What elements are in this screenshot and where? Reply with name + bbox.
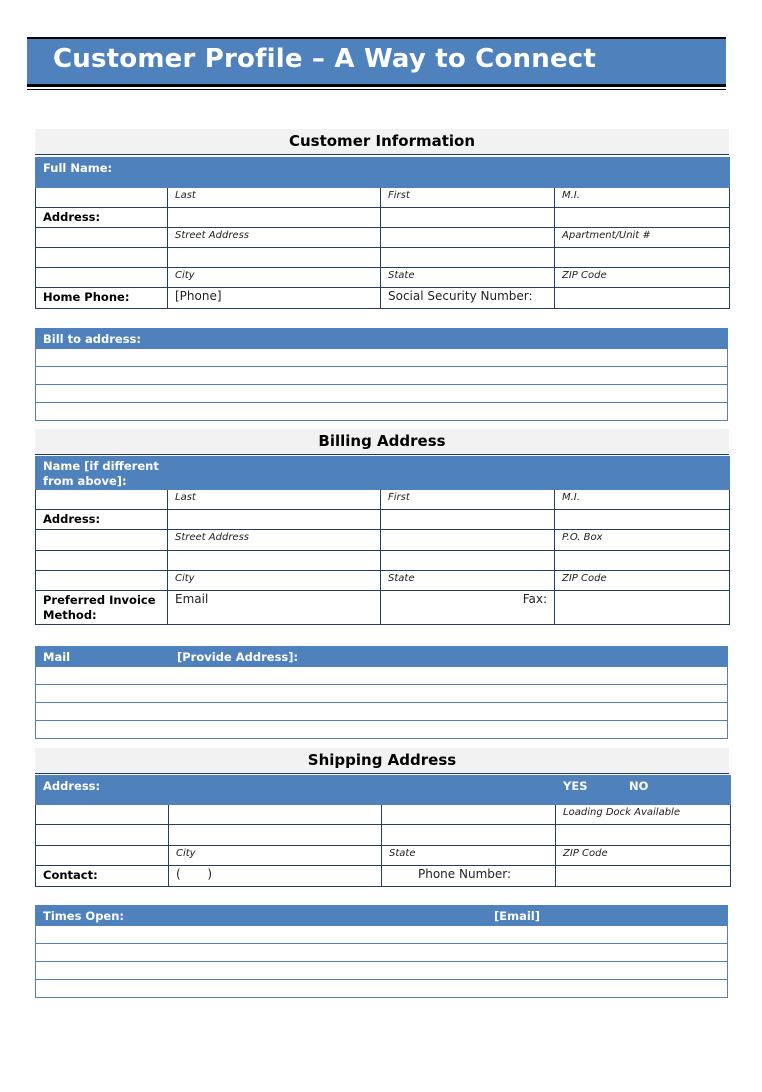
mail-label: Mail xyxy=(43,649,71,664)
middle-initial-field[interactable]: M.I. xyxy=(555,188,730,208)
billing-address-title: Billing Address xyxy=(318,432,446,450)
no-option[interactable]: NO xyxy=(629,779,649,793)
billing-state-field[interactable]: State xyxy=(381,571,555,591)
times-open-table xyxy=(35,905,728,998)
loading-dock-available-field[interactable]: Loading Dock Available xyxy=(556,805,731,825)
billing-middle-initial-field[interactable]: M.I. xyxy=(555,490,730,510)
street-address-field-2[interactable] xyxy=(381,228,555,248)
address-line-2-field[interactable] xyxy=(168,248,381,268)
bill-to-address-table xyxy=(35,328,728,421)
invoice-email-option[interactable]: Email xyxy=(168,591,381,625)
document-title-bar xyxy=(27,37,726,87)
mail-line-2[interactable] xyxy=(36,685,728,703)
address-line-1-field[interactable] xyxy=(168,208,381,228)
times-open-line-1[interactable] xyxy=(36,926,728,944)
address-label: Address: xyxy=(36,208,168,228)
billing-street-address-field[interactable]: Street Address xyxy=(168,530,381,551)
billing-address-line-1-field-3[interactable] xyxy=(555,510,730,530)
times-open-line-4[interactable] xyxy=(36,980,728,998)
phone-number-label: Phone Number: xyxy=(382,866,556,887)
ssn-field[interactable] xyxy=(555,288,730,309)
yes-option[interactable]: YES xyxy=(563,779,588,793)
mail-line-4[interactable] xyxy=(36,721,728,739)
shipping-zip-code-field[interactable]: ZIP Code xyxy=(556,846,731,866)
shipping-address-title: Shipping Address xyxy=(307,751,457,769)
billing-name-label: Name [if different from above]: xyxy=(36,457,730,490)
customer-information-title: Customer Information xyxy=(288,132,476,150)
home-phone-label: Home Phone: xyxy=(36,288,168,309)
full-name-label: Full Name: xyxy=(36,158,730,188)
times-open-email: [Email] xyxy=(494,908,540,923)
home-phone-field[interactable]: [Phone] xyxy=(168,288,381,309)
shipping-address-line-2-label-cell xyxy=(36,825,169,846)
provide-address-label: [Provide Address]: xyxy=(177,649,299,664)
preferred-invoice-method-label: Preferred Invoice Method: xyxy=(36,591,168,625)
billing-address-label: Address: xyxy=(36,510,168,530)
shipping-address-line-2-field-2[interactable] xyxy=(382,825,556,846)
mail-header xyxy=(36,647,728,667)
address-line-2-field-3[interactable] xyxy=(555,248,730,268)
city-spacer xyxy=(36,268,168,288)
ssn-label: Social Security Number: xyxy=(381,288,555,309)
phone-number-field[interactable] xyxy=(556,866,731,887)
billing-last-name-field[interactable]: Last xyxy=(168,490,381,510)
billing-address-line-1-field-2[interactable] xyxy=(381,510,555,530)
billing-first-name-field[interactable]: First xyxy=(381,490,555,510)
bill-to-line-4[interactable] xyxy=(36,403,728,421)
shipping-address-line-1-field[interactable] xyxy=(169,805,382,825)
address-line-1-field-2[interactable] xyxy=(381,208,555,228)
shipping-address-line-1-label-cell xyxy=(36,805,169,825)
shipping-city-spacer xyxy=(36,846,169,866)
billing-city-field[interactable]: City xyxy=(168,571,381,591)
invoice-fax-label: Fax: xyxy=(381,591,555,625)
shipping-city-field[interactable]: City xyxy=(169,846,382,866)
times-open-label: Times Open: xyxy=(43,908,125,923)
billing-address-spacer-2 xyxy=(36,551,168,571)
times-open-header xyxy=(36,906,728,926)
billing-address-table xyxy=(35,456,730,625)
billing-address-band xyxy=(35,429,729,455)
shipping-address-line-2-field[interactable] xyxy=(169,825,382,846)
contact-phone-area-code-field[interactable]: ( ) xyxy=(169,866,382,887)
billing-address-line-2-field[interactable] xyxy=(168,551,381,571)
times-open-line-3[interactable] xyxy=(36,962,728,980)
shipping-address-table xyxy=(35,775,731,887)
billing-address-line-1-field[interactable] xyxy=(168,510,381,530)
document-title: Customer Profile – A Way to Connect xyxy=(53,44,597,74)
contact-label: Contact: xyxy=(36,866,169,887)
address-line-2-field-2[interactable] xyxy=(381,248,555,268)
bill-to-line-1[interactable] xyxy=(36,349,728,367)
zip-code-field[interactable]: ZIP Code xyxy=(555,268,730,288)
loading-dock-yes-no xyxy=(556,776,731,805)
billing-po-box-field[interactable]: P.O. Box xyxy=(555,530,730,551)
shipping-address-line-2-field-3[interactable] xyxy=(556,825,731,846)
billing-city-spacer xyxy=(36,571,168,591)
shipping-state-field[interactable]: State xyxy=(382,846,556,866)
street-address-field[interactable]: Street Address xyxy=(168,228,381,248)
customer-information-band xyxy=(35,129,729,155)
last-name-field[interactable]: Last xyxy=(168,188,381,208)
mail-line-3[interactable] xyxy=(36,703,728,721)
city-field[interactable]: City xyxy=(168,268,381,288)
billing-street-spacer xyxy=(36,530,168,551)
address-spacer-2 xyxy=(36,248,168,268)
bill-to-address-label: Bill to address: xyxy=(36,329,728,349)
customer-information-table xyxy=(35,157,730,309)
billing-address-line-2-field-2[interactable] xyxy=(381,551,555,571)
shipping-address-label: Address: xyxy=(36,776,556,805)
billing-name-spacer xyxy=(36,490,168,510)
shipping-address-band xyxy=(35,748,729,774)
billing-street-address-field-2[interactable] xyxy=(381,530,555,551)
address-spacer xyxy=(36,228,168,248)
mail-line-1[interactable] xyxy=(36,667,728,685)
times-open-line-2[interactable] xyxy=(36,944,728,962)
billing-zip-code-field[interactable]: ZIP Code xyxy=(555,571,730,591)
mail-table xyxy=(35,646,728,739)
shipping-address-line-1-field-2[interactable] xyxy=(382,805,556,825)
bill-to-line-2[interactable] xyxy=(36,367,728,385)
state-field[interactable]: State xyxy=(381,268,555,288)
address-line-1-field-3[interactable] xyxy=(555,208,730,228)
first-name-field[interactable]: First xyxy=(381,188,555,208)
bill-to-line-3[interactable] xyxy=(36,385,728,403)
invoice-fax-field[interactable] xyxy=(555,591,730,625)
full-name-spacer xyxy=(36,188,168,208)
billing-address-line-2-field-3[interactable] xyxy=(555,551,730,571)
apartment-unit-field[interactable]: Apartment/Unit # xyxy=(555,228,730,248)
